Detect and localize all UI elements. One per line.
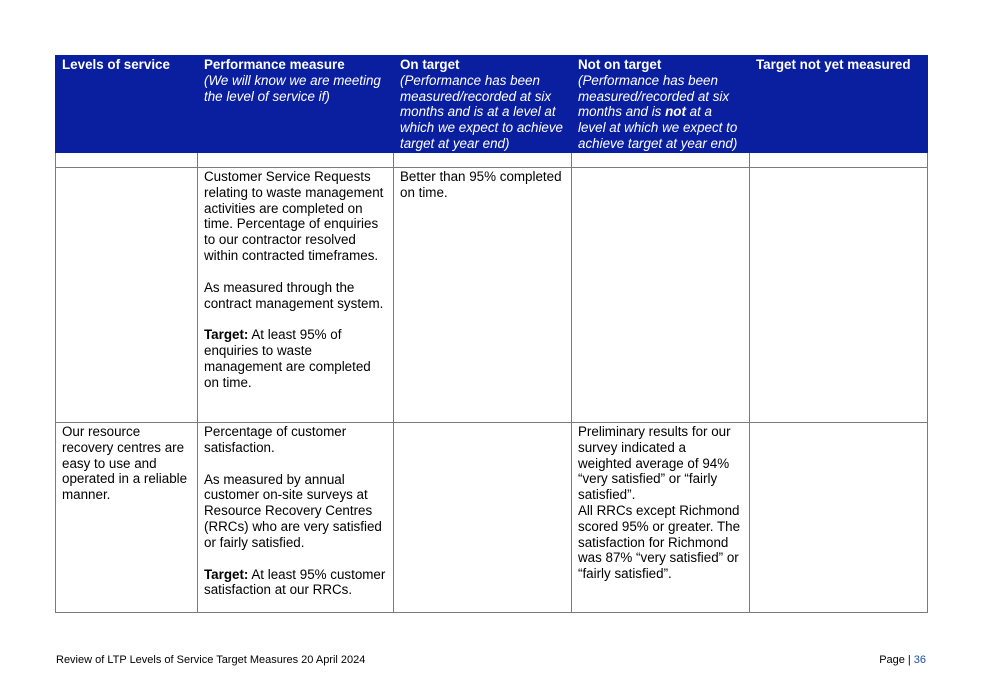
- measure-target: Target: At least 95% of enquiries to waste management are completed on time.: [204, 327, 371, 390]
- table-spacer-row: [56, 153, 928, 168]
- header-not-on-target-subtitle: (Performance has been measured/recorded at six months and is not at a level at which we expect to achieve target at year end): [578, 72, 738, 151]
- not-on-target-result: Preliminary results for our survey indicated a weighted average of 94% “very satisfied” or “fairly satisfied”.: [578, 424, 731, 503]
- table-header-row: [56, 56, 928, 153]
- spacer-cell: [198, 153, 394, 168]
- header-on-target-subtitle: (Performance has been measured/recorded at six months and is at a level at which we expect to achieve target at year end): [400, 72, 564, 151]
- performance-measure-cell: [198, 423, 394, 613]
- measure-method: As measured by annual customer on-site surveys at Resource Recovery Centres (RRCs) who are very satisfied or fairly satisfied.: [204, 471, 382, 550]
- not-on-target-cell: [572, 423, 750, 613]
- header-performance-measure-subtitle: (We will know we are meeting the level of service if): [204, 72, 381, 104]
- header-performance-measure: [198, 56, 394, 153]
- header-levels-of-service: Levels of service: [56, 56, 198, 153]
- footer-document-title: Review of LTP Levels of Service Target Measures 20 April 2024: [56, 654, 366, 666]
- levels-of-service-table: [55, 55, 928, 613]
- not-on-target-detail: All RRCs except Richmond scored 95% or greater. The satisfaction for Richmond was 87% “very satisfied” or “fairly satisfied”.: [578, 502, 741, 582]
- not-measured-cell: [750, 423, 928, 613]
- on-target-cell: [394, 423, 572, 613]
- header-target-not-yet-measured: Target not yet measured: [750, 56, 928, 153]
- measure-target: Target: At least 95% customer satisfaction at our RRCs.: [204, 566, 386, 598]
- header-not-on-target: [572, 56, 750, 153]
- not-measured-cell: [750, 168, 928, 423]
- table-row: [56, 423, 928, 613]
- header-on-target-title: On target: [400, 57, 460, 72]
- performance-measure-cell: [198, 168, 394, 423]
- header-on-target: [394, 56, 572, 153]
- spacer-cell: [750, 153, 928, 168]
- header-performance-measure-title: Performance measure: [204, 57, 345, 72]
- measure-description: Percentage of customer satisfaction.: [204, 424, 347, 455]
- measure-method: As measured through the contract management system.: [204, 279, 384, 311]
- not-on-target-cell: [572, 168, 750, 423]
- measure-description: Customer Service Requests relating to waste management activities are completed on time. Percentage of enquiries to our contractor resolved within contracted timeframes.: [204, 169, 384, 263]
- level-of-service-cell: [56, 168, 198, 423]
- on-target-cell: Better than 95% completed on time.: [394, 168, 572, 423]
- spacer-cell: [394, 153, 572, 168]
- header-not-on-target-title: Not on target: [578, 57, 662, 72]
- table-row: [56, 168, 928, 423]
- level-of-service-cell: Our resource recovery centres are easy to use and operated in a reliable manner.: [56, 423, 198, 613]
- spacer-cell: [56, 153, 198, 168]
- spacer-cell: [572, 153, 750, 168]
- footer-page-number: Page | 36: [879, 654, 926, 666]
